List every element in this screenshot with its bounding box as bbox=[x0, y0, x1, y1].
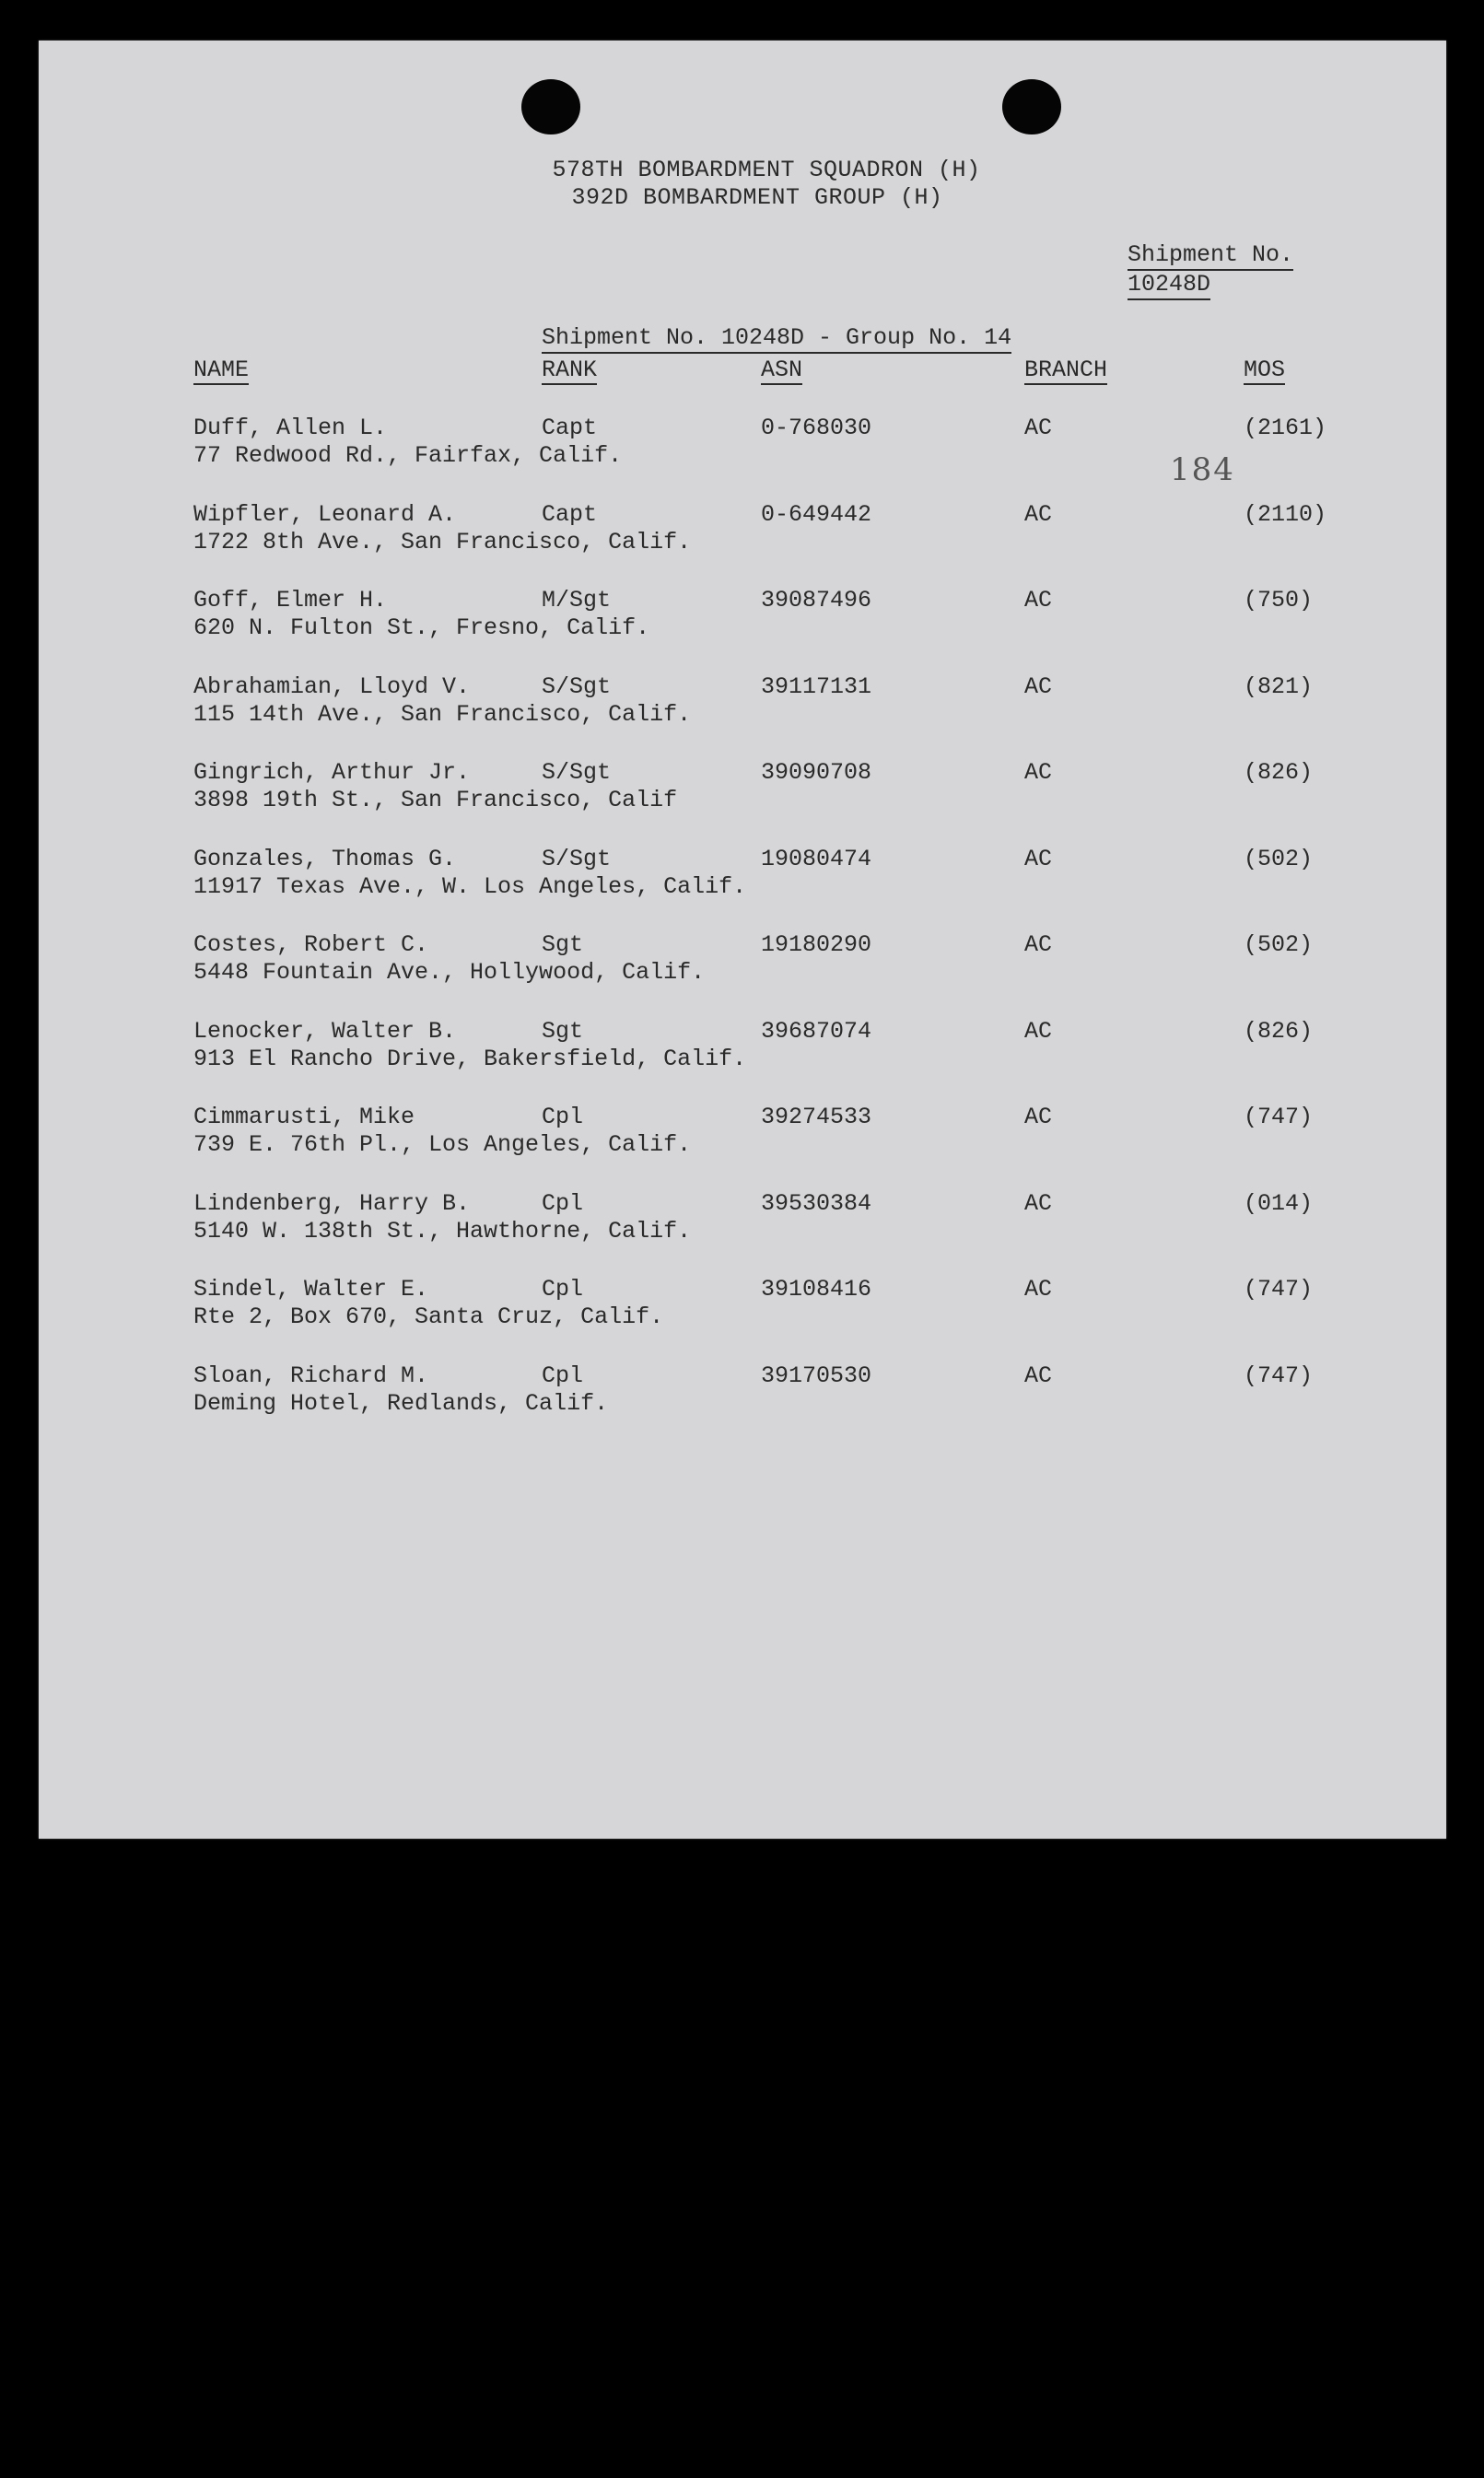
entry-address: Rte 2, Box 670, Santa Cruz, Calif. bbox=[193, 1303, 664, 1330]
entry-rank: S/Sgt bbox=[542, 759, 612, 786]
entry-branch: AC bbox=[1024, 931, 1053, 958]
entry-branch: AC bbox=[1024, 1276, 1053, 1303]
entry-name: Lindenberg, Harry B. bbox=[193, 1190, 471, 1217]
entry-name: Abrahamian, Lloyd V. bbox=[193, 673, 471, 700]
entry-name: Costes, Robert C. bbox=[193, 931, 429, 958]
entry-mos: (826) bbox=[1244, 759, 1314, 786]
entry-mos: (747) bbox=[1244, 1276, 1314, 1303]
entry-mos: (747) bbox=[1244, 1104, 1314, 1130]
entry-mos: (2161) bbox=[1244, 415, 1327, 441]
punch-hole bbox=[521, 79, 580, 134]
entry-mos: (750) bbox=[1244, 587, 1314, 614]
entry-address: Deming Hotel, Redlands, Calif. bbox=[193, 1390, 609, 1417]
entry-asn: 39687074 bbox=[761, 1018, 872, 1045]
entry-branch: AC bbox=[1024, 673, 1053, 700]
entry-rank: Capt bbox=[542, 501, 598, 528]
handwritten-page-number: 184 bbox=[1170, 451, 1235, 488]
entry-name: Gonzales, Thomas G. bbox=[193, 846, 457, 872]
entry-asn: 0-649442 bbox=[761, 501, 872, 528]
column-header-name: NAME bbox=[193, 357, 250, 383]
entry-mos: (502) bbox=[1244, 846, 1314, 872]
entry-rank: Sgt bbox=[542, 931, 584, 958]
group-heading: 392D BOMBARDMENT GROUP (H) bbox=[571, 184, 943, 211]
entry-branch: AC bbox=[1024, 415, 1053, 441]
entry-asn: 39090708 bbox=[761, 759, 872, 786]
squadron-heading: 578TH BOMBARDMENT SQUADRON (H) bbox=[552, 157, 981, 183]
entry-name: Cimmarusti, Mike bbox=[193, 1104, 415, 1130]
entry-asn: 19080474 bbox=[761, 846, 872, 872]
entry-branch: AC bbox=[1024, 1018, 1053, 1045]
column-header-asn: ASN bbox=[761, 357, 803, 383]
entry-branch: AC bbox=[1024, 1190, 1053, 1217]
entry-address: 1722 8th Ave., San Francisco, Calif. bbox=[193, 529, 692, 555]
entry-name: Sloan, Richard M. bbox=[193, 1362, 429, 1389]
shipment-ref-number: 10248D bbox=[1128, 271, 1210, 300]
entry-rank: Capt bbox=[542, 415, 598, 441]
punch-hole bbox=[1002, 79, 1061, 134]
entry-asn: 39530384 bbox=[761, 1190, 872, 1217]
entry-rank: Cpl bbox=[542, 1190, 584, 1217]
entry-rank: M/Sgt bbox=[542, 587, 612, 614]
entry-rank: Cpl bbox=[542, 1104, 584, 1130]
column-header-rank: RANK bbox=[542, 357, 598, 383]
shipment-group-title: Shipment No. 10248D - Group No. 14 bbox=[542, 324, 1011, 354]
entry-rank: Sgt bbox=[542, 1018, 584, 1045]
entry-name: Wipfler, Leonard A. bbox=[193, 501, 457, 528]
document-page bbox=[39, 41, 1446, 1839]
entry-rank: S/Sgt bbox=[542, 673, 612, 700]
entry-asn: 0-768030 bbox=[761, 415, 872, 441]
entry-address: 620 N. Fulton St., Fresno, Calif. bbox=[193, 614, 650, 641]
entry-asn: 39087496 bbox=[761, 587, 872, 614]
entry-asn: 39170530 bbox=[761, 1362, 872, 1389]
entry-address: 739 E. 76th Pl., Los Angeles, Calif. bbox=[193, 1131, 692, 1158]
entry-name: Gingrich, Arthur Jr. bbox=[193, 759, 471, 786]
entry-branch: AC bbox=[1024, 501, 1053, 528]
shipment-ref-label: Shipment No. bbox=[1128, 241, 1293, 271]
entry-address: 5140 W. 138th St., Hawthorne, Calif. bbox=[193, 1218, 692, 1245]
entry-branch: AC bbox=[1024, 587, 1053, 614]
entry-mos: (502) bbox=[1244, 931, 1314, 958]
entry-address: 11917 Texas Ave., W. Los Angeles, Calif. bbox=[193, 873, 747, 900]
entry-asn: 39108416 bbox=[761, 1276, 872, 1303]
entry-branch: AC bbox=[1024, 1104, 1053, 1130]
column-header-branch: BRANCH bbox=[1024, 357, 1108, 383]
entry-address: 115 14th Ave., San Francisco, Calif. bbox=[193, 701, 692, 728]
entry-mos: (014) bbox=[1244, 1190, 1314, 1217]
entry-rank: Cpl bbox=[542, 1362, 584, 1389]
entry-name: Duff, Allen L. bbox=[193, 415, 388, 441]
entry-branch: AC bbox=[1024, 1362, 1053, 1389]
column-header-mos: MOS bbox=[1244, 357, 1286, 383]
entry-mos: (821) bbox=[1244, 673, 1314, 700]
entry-asn: 39117131 bbox=[761, 673, 872, 700]
entry-branch: AC bbox=[1024, 759, 1053, 786]
entry-mos: (826) bbox=[1244, 1018, 1314, 1045]
entry-address: 77 Redwood Rd., Fairfax, Calif. bbox=[193, 442, 623, 469]
entry-mos: (2110) bbox=[1244, 501, 1327, 528]
entry-rank: Cpl bbox=[542, 1276, 584, 1303]
entry-rank: S/Sgt bbox=[542, 846, 612, 872]
entry-name: Sindel, Walter E. bbox=[193, 1276, 429, 1303]
entry-name: Goff, Elmer H. bbox=[193, 587, 388, 614]
entry-mos: (747) bbox=[1244, 1362, 1314, 1389]
entry-address: 3898 19th St., San Francisco, Calif bbox=[193, 787, 678, 813]
entry-address: 5448 Fountain Ave., Hollywood, Calif. bbox=[193, 959, 706, 986]
entry-asn: 39274533 bbox=[761, 1104, 872, 1130]
entry-asn: 19180290 bbox=[761, 931, 872, 958]
entry-name: Lenocker, Walter B. bbox=[193, 1018, 457, 1045]
entry-branch: AC bbox=[1024, 846, 1053, 872]
shipment-reference bbox=[1128, 241, 1293, 300]
entry-address: 913 El Rancho Drive, Bakersfield, Calif. bbox=[193, 1046, 747, 1072]
